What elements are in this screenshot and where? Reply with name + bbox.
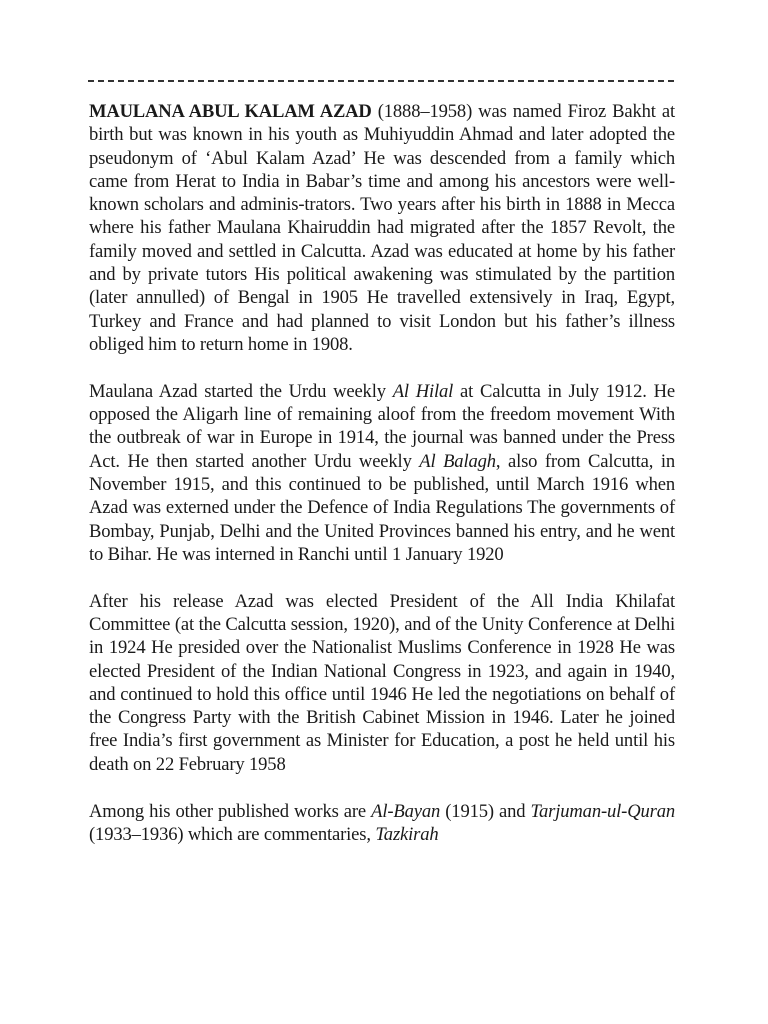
- paragraph-political-career: [89, 590, 675, 776]
- paragraph-journalism: [89, 380, 675, 566]
- title-tazkirah: Tazkirah: [375, 823, 439, 845]
- paragraph-early-life: [89, 100, 675, 356]
- paragraph-3-text: After his release Azad was elected President of the All India Khilafat Committee (at the Calcutta session, 1920), and of the Unity Conference at Delhi in 1924 He presided over the Nationalist Muslims Conference in 1928 He was elected President of the Indian National Congress in 1923, and again in 1940, and continued to hold this office until 1946 He led the negotiations on behalf of the Congress Party with the British Cabinet Mission in 1946. Later he joined free India’s first government as Minister for Education, a post he held until his death on 22 February 1958: [89, 590, 675, 775]
- subject-name: MAULANA ABUL KALAM AZAD: [89, 101, 372, 122]
- biography-text: [89, 100, 675, 870]
- paragraph-4-part-3: (1933–1936) which are commentaries,: [89, 823, 371, 845]
- paragraph-works: [89, 800, 675, 847]
- title-al-bayan: Al-Bayan: [371, 800, 441, 822]
- title-tarjuman-ul-quran: Tarjuman-ul-Quran: [530, 800, 676, 822]
- paragraph-4-part-1: Among his other published works are: [89, 800, 367, 822]
- paragraph-2-part-3: , also from Calcutta, in November 1915, and this continued to be published, until March 1916 when Azad was externed under the Defence of India Regulations The governments of Bombay, Punjab, Delhi and the United Provinces banned his entry, and he went to Bihar. He was interned in Ranchi until 1 January 1920: [89, 450, 675, 565]
- paragraph-2-part-2: at Calcutta in July 1912. He opposed the Aligarh line of remaining aloof from the freedom movement With the outbreak of war in Europe in 1914, the journal was banned under the Press Act. He then started another Urdu weekly: [89, 380, 675, 472]
- paragraph-4-part-2: (1915) and: [445, 800, 526, 822]
- title-al-hilal: Al Hilal: [392, 380, 454, 402]
- paragraph-2-part-1: Maulana Azad started the Urdu weekly: [89, 380, 386, 402]
- paragraph-1-text: (1888–1958) was named Firoz Bakht at birth but was known in his youth as Muhiyuddin Ahmad and later adopted the pseudonym of ‘Abul Kalam Azad’ He was descended from a family which came from Herat to India in Babar’s time and among his ancestors were well-known scholars and adminis-trators. Two years after his birth in 1888 in Mecca where his father Maulana Khairuddin had migrated after the 1857 Revolt, the family moved and settled in Calcutta. Azad was educated at home by his father and by private tutors His political awakening was stimulated by the partition (later annulled) of Bengal in 1905 He travelled extensively in Iraq, Egypt, Turkey and France and had planned to visit London but his father’s illness obliged him to return home in 1908.: [89, 101, 675, 355]
- top-divider-rule: [88, 80, 674, 82]
- title-al-balagh: Al Balagh: [419, 450, 496, 472]
